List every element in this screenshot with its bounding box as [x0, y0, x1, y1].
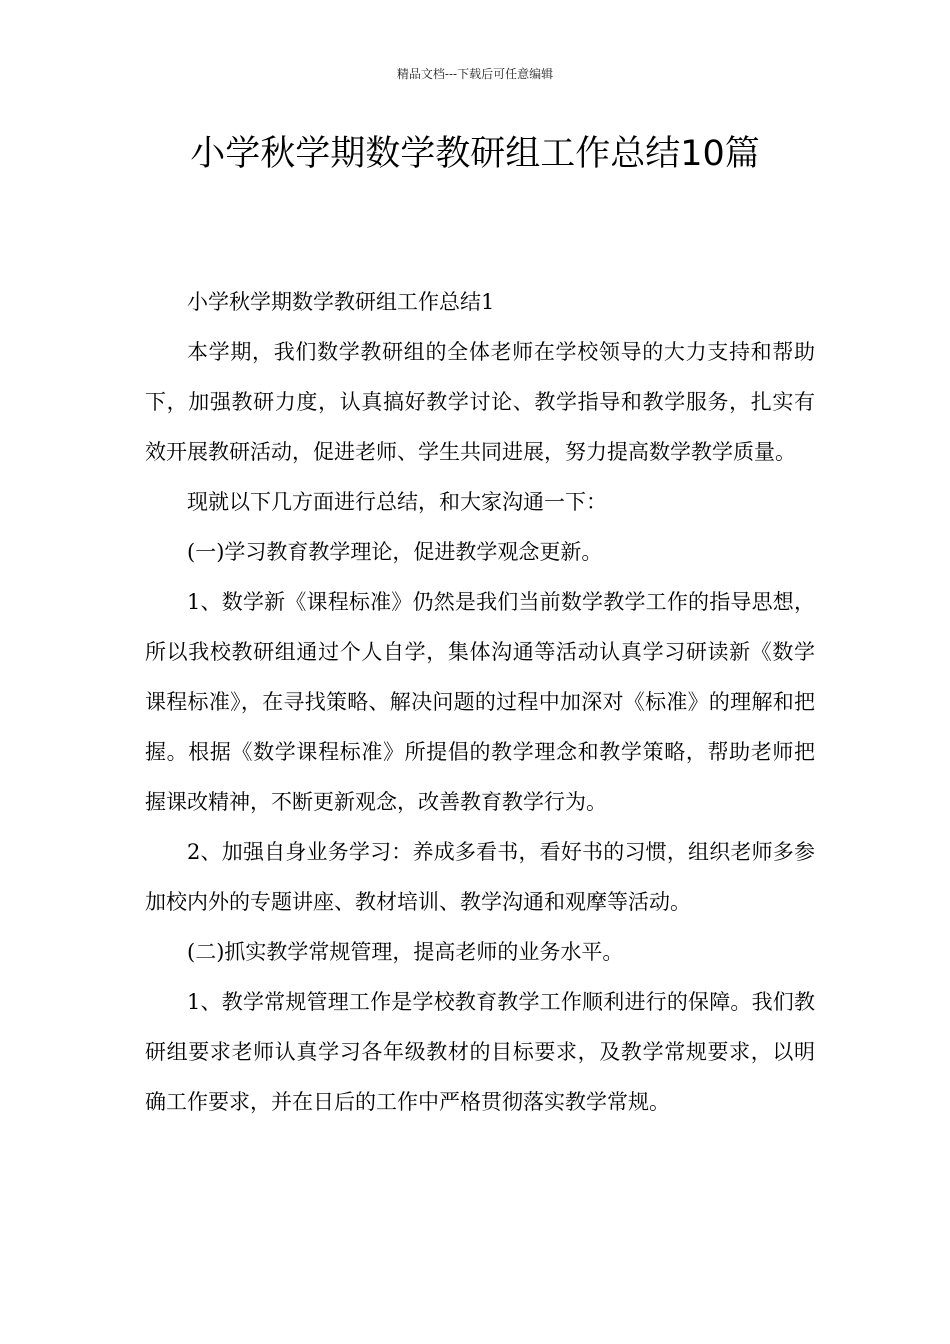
- document-body: [145, 277, 815, 1127]
- body-paragraph: 2、加强自身业务学习：养成多看书，看好书的习惯，组织老师多参加校内外的专题讲座、教材培训、教学沟通和观摩等活动。: [145, 840, 815, 914]
- section-heading: (二)抓实教学常规管理，提高老师的业务水平。: [187, 940, 624, 964]
- body-paragraph: 本学期，我们数学教研组的全体老师在学校领导的大力支持和帮助下，加强教研力度，认真搞好教学讨论、教学指导和教学服务，扎实有效开展教研活动，促进老师、学生共同进展，努力提高数学教学质量。: [145, 340, 815, 464]
- body-paragraph: 1、教学常规管理工作是学校教育教学工作顺利进行的保障。我们教研组要求老师认真学习各年级教材的目标要求，及教学常规要求，以明确工作要求，并在日后的工作中严格贯彻落实教学常规。: [145, 990, 815, 1114]
- header-note: 精品文档---下载后可任意编辑: [396, 67, 554, 81]
- section-heading: (一)学习教育教学理论，促进教学观念更新。: [187, 540, 603, 564]
- body-paragraph: 1、数学新《课程标准》仍然是我们当前数学教学工作的指导思想，所以我校教研组通过个人自学，集体沟通等活动认真学习研读新《数学课程标准》，在寻找策略、解决问题的过程中加深对《标准》的理解和把握。根据《数学课程标准》所提倡的教学理念和教学策略，帮助老师把握课改精神，不断更新观念，改善教育教学行为。: [145, 590, 815, 814]
- body-paragraph: 现就以下几方面进行总结，和大家沟通一下：: [187, 490, 607, 514]
- section-subtitle: 小学秋学期数学教研组工作总结1: [187, 290, 495, 314]
- document-title: 小学秋学期数学教研组工作总结10篇: [190, 134, 760, 174]
